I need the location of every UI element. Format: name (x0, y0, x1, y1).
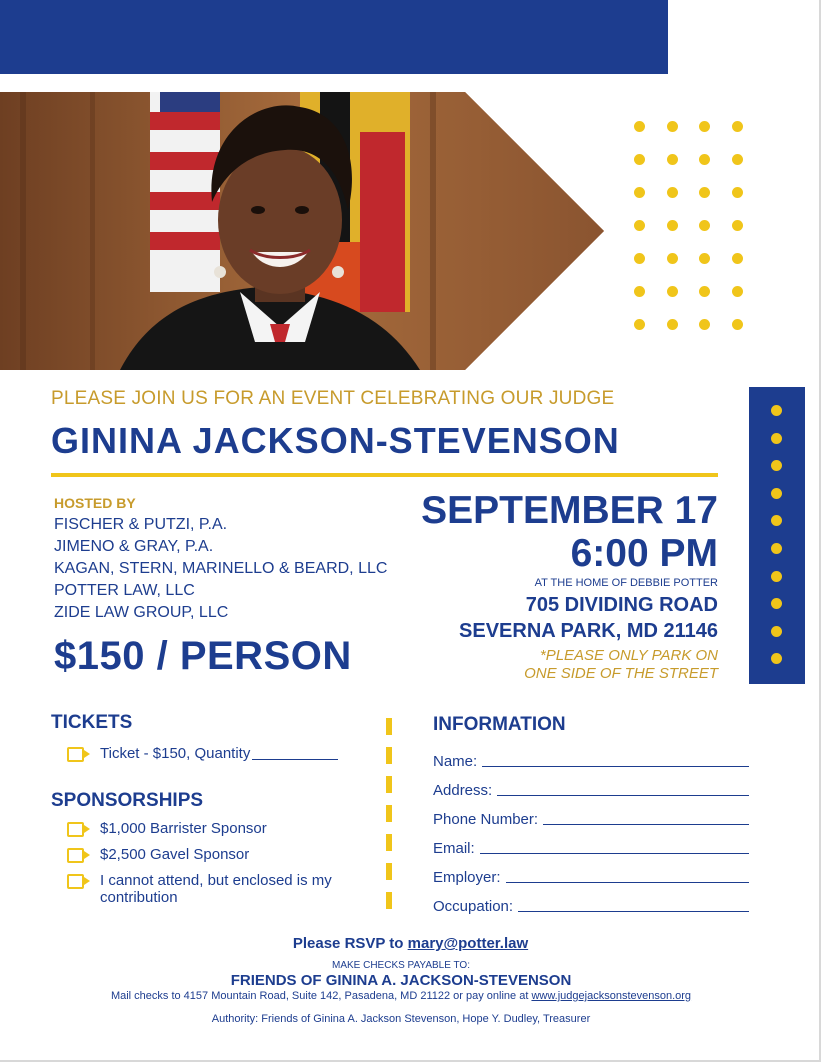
checks-payable-label: MAKE CHECKS PAYABLE TO: (331, 960, 470, 971)
divider-dash (386, 747, 392, 764)
decorative-dot (732, 154, 743, 165)
decorative-dot (771, 460, 782, 471)
decorative-dot (732, 187, 743, 198)
field-line[interactable] (482, 766, 749, 767)
price-per-person: $150 / PERSON (54, 634, 352, 678)
field-label: Name: (433, 753, 478, 770)
name-field[interactable] (433, 753, 749, 770)
decorative-dot (771, 488, 782, 499)
host-item: KAGAN, STERN, MARINELLO & BEARD, LLC (54, 560, 388, 577)
host-item: JIMENO & GRAY, P.A. (54, 538, 214, 555)
decorative-dot (699, 319, 710, 330)
divider-dash (386, 776, 392, 793)
cannot-attend-line1: I cannot attend, but enclosed is my (100, 872, 332, 889)
checkbox-icon[interactable] (67, 874, 91, 888)
mail-prefix: Mail checks to 4157 Mountain Road, Suite 142, Pasadena, MD 21122 or pay online at (110, 990, 532, 1002)
decorative-dot (699, 187, 710, 198)
decorative-dot (732, 253, 743, 264)
rsvp-email-link[interactable]: mary@potter.law (407, 935, 529, 952)
decorative-dot (771, 543, 782, 554)
sponsorship-option-label: $1,000 Barrister Sponsor (100, 820, 267, 837)
ticket-option-label: Ticket - $150, Quantity (100, 745, 251, 762)
divider-dash (386, 834, 392, 851)
mail-instructions (0, 990, 802, 1002)
decorative-dot (732, 121, 743, 132)
decorative-dot (771, 405, 782, 416)
payee-name: FRIENDS OF GININA A. JACKSON-STEVENSON (230, 972, 572, 989)
parking-note (524, 647, 718, 683)
host-item: POTTER LAW, LLC (54, 582, 195, 599)
field-line[interactable] (497, 795, 749, 796)
field-label: Employer: (433, 869, 501, 886)
field-label: Address: (433, 782, 493, 799)
checkbox-icon[interactable] (67, 848, 91, 862)
decorative-dot (634, 154, 645, 165)
decorative-dot (667, 319, 678, 330)
phone-field[interactable] (433, 811, 749, 828)
decorative-dot (667, 187, 678, 198)
decorative-dot (634, 319, 645, 330)
sponsorship-option-label: $2,500 Gavel Sponsor (100, 846, 250, 863)
event-address-line2: SEVERNA PARK, MD 21146 (459, 620, 718, 642)
address-field[interactable] (433, 782, 749, 799)
decorative-side-bar (749, 387, 805, 684)
rsvp-line (0, 935, 821, 952)
decorative-dot (771, 433, 782, 444)
decorative-dot (699, 253, 710, 264)
field-line[interactable] (543, 824, 749, 825)
decorative-dot (634, 286, 645, 297)
sponsorships-heading: SPONSORSHIPS (51, 790, 204, 811)
field-label: Email: (433, 840, 475, 857)
decorative-dot (634, 187, 645, 198)
decorative-dot (634, 121, 645, 132)
decorative-dot (732, 319, 743, 330)
decorative-dot (634, 220, 645, 231)
donation-url-link[interactable]: www.judgejacksonstevenson.org (531, 990, 692, 1002)
cannot-attend-line2: contribution (100, 889, 178, 906)
decorative-dot (732, 220, 743, 231)
decorative-dot (667, 220, 678, 231)
checkbox-icon[interactable] (67, 747, 91, 761)
decorative-dot (634, 253, 645, 264)
dashed-divider (386, 718, 392, 916)
decorative-dot (667, 286, 678, 297)
sponsorship-option[interactable] (67, 820, 267, 837)
cannot-attend-option[interactable] (67, 872, 332, 906)
decorative-dot (771, 598, 782, 609)
hosted-by-label: HOSTED BY (54, 495, 136, 511)
email-field[interactable] (433, 840, 749, 857)
decorative-dot (667, 121, 678, 132)
information-heading: INFORMATION (433, 714, 566, 735)
invite-line: PLEASE JOIN US FOR AN EVENT CELEBRATING OUR JUDGE (51, 388, 615, 409)
decorative-dot (699, 220, 710, 231)
event-address-line1: 705 DIVIDING ROAD (525, 594, 718, 616)
divider-dash (386, 863, 392, 880)
ticket-option[interactable] (67, 745, 338, 762)
checkbox-icon[interactable] (67, 822, 91, 836)
field-line[interactable] (506, 882, 749, 883)
parking-note-line2: ONE SIDE OF THE STREET (524, 665, 718, 682)
field-line[interactable] (518, 911, 749, 912)
host-item: FISCHER & PUTZI, P.A. (54, 516, 228, 533)
authority-line: Authority: Friends of Ginina A. Jackson Stevenson, Hope Y. Dudley, Treasurer (211, 1013, 591, 1025)
occupation-field[interactable] (433, 898, 749, 915)
employer-field[interactable] (433, 869, 749, 886)
field-label: Occupation: (433, 898, 514, 915)
decorative-dot (771, 515, 782, 526)
decorative-dot (699, 154, 710, 165)
portrait-illustration (0, 92, 604, 370)
decorative-dot (771, 653, 782, 664)
decorative-dot (771, 626, 782, 637)
judge-portrait-photo (0, 92, 604, 370)
event-date: SEPTEMBER 17 (421, 489, 718, 532)
divider-dash (386, 718, 392, 735)
decorative-dot (732, 286, 743, 297)
top-banner-bar (0, 0, 668, 74)
host-item: ZIDE LAW GROUP, LLC (54, 604, 229, 621)
decorative-dot (667, 154, 678, 165)
judge-name: GININA JACKSON-STEVENSON (51, 420, 620, 461)
decorative-dot (667, 253, 678, 264)
quantity-blank[interactable] (252, 745, 338, 760)
event-time: 6:00 PM (570, 532, 718, 575)
decorative-dot-grid (634, 121, 746, 331)
field-line[interactable] (480, 853, 749, 854)
decorative-dot (771, 571, 782, 582)
gold-divider (51, 473, 718, 477)
decorative-dot (699, 121, 710, 132)
cannot-attend-label (100, 872, 332, 906)
divider-dash (386, 805, 392, 822)
field-label: Phone Number: (433, 811, 539, 828)
rsvp-prefix: Please RSVP to (292, 935, 408, 952)
decorative-dot (699, 286, 710, 297)
divider-dash (386, 892, 392, 909)
tickets-heading: TICKETS (51, 712, 133, 733)
parking-note-line1: *PLEASE ONLY PARK ON (539, 647, 718, 664)
hosts-list (54, 514, 387, 624)
sponsorship-option[interactable] (67, 846, 249, 863)
event-host-home: AT THE HOME OF DEBBIE POTTER (534, 577, 718, 589)
